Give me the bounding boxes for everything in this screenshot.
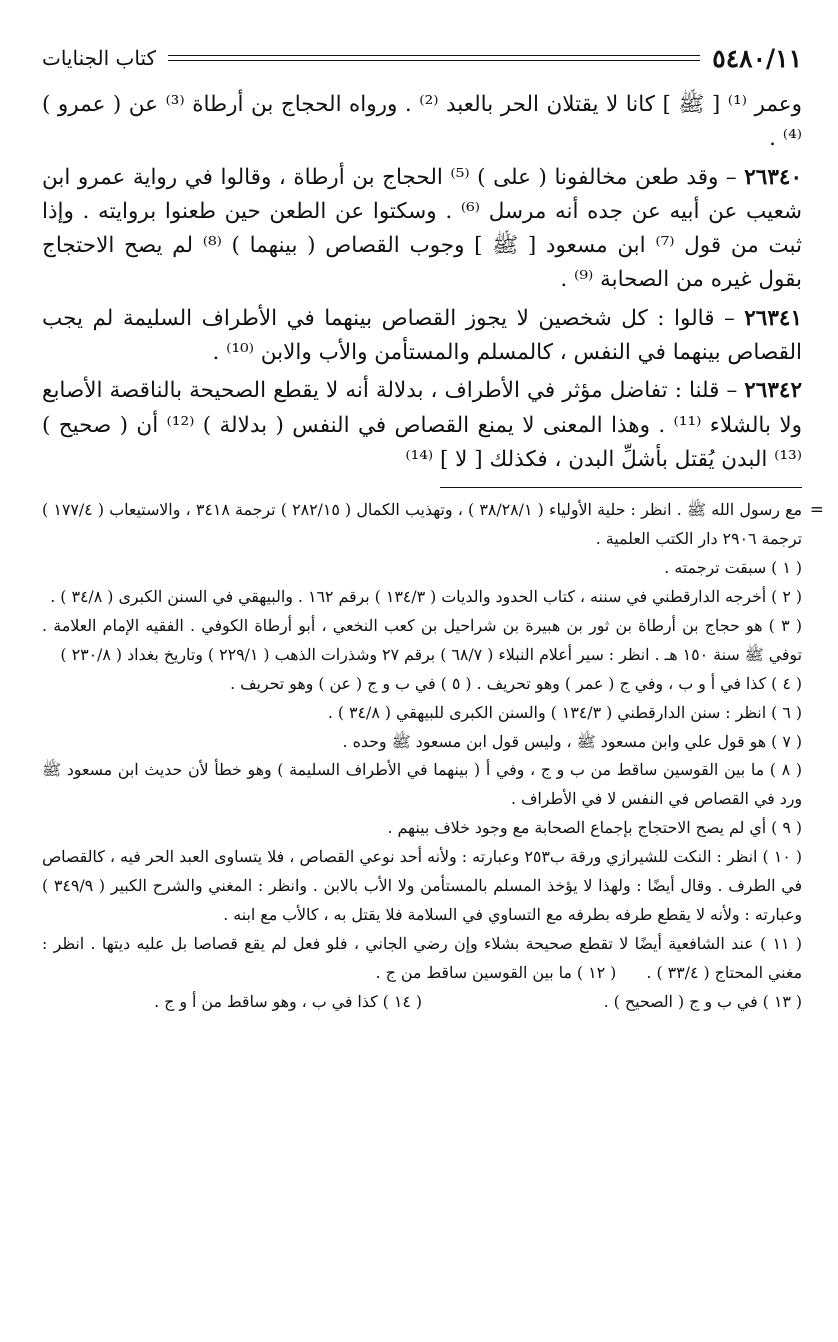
paragraph-text: – قلنا : تفاضل مؤثر في الأطراف ، بدلالة أنه لا يقطع الصحيحة بالناقصة الأصابع ولا بالشلاء ⁽¹¹⁾ . وهذا المعنى لا يمنع القصاص في النفس ( بدلالة ) ⁽¹²⁾ أن ( صحيح ) ⁽¹³⁾ البدن يُقتل بأشلِّ البدن ، فكذلك [ لا ] ⁽¹⁴⁾ bbox=[42, 378, 802, 472]
entry-number: ٢٦٣٤٢ bbox=[744, 378, 802, 404]
entry-number: ٢٦٣٤٠ bbox=[744, 164, 802, 190]
footnote-pair bbox=[42, 988, 802, 1017]
continuation-mark: = bbox=[809, 500, 824, 521]
footnote-8: ( ٨ ) ما بين القوسين ساقط من ب و ج ، وفي أ ( بينهما في الأطراف السليمة ) وهو خطأ لأن حديث ابن مسعود ﷺ ورد في القصاص في النفس لا في الأطراف . bbox=[42, 760, 802, 809]
footnote-3: ( ٣ ) هو حجاج بن أرطاة بن ثور بن هبيرة بن شراحيل بن كعب النخعي ، أبو أرطاة الكوفي . الفقيه الإمام العلامة . توفي ﷺ سنة ١٥٠ هـ . انظر : سير أعلام النبلاء ( ٦٨/٧ ) برقم ٢٧ وشذرات الذهب ( ٢٢٩/١ ) وتاريخ بغداد ( ٢٣٠/٨ ) bbox=[42, 615, 802, 664]
footnote-4-5: ( ٤ ) كذا في أ و ب ، وفي ج ( عمر ) وهو تحريف . ( ٥ ) في ب و ج ( عن ) وهو تحريف . bbox=[230, 673, 802, 693]
footnote-2: ( ٢ ) أخرجه الدارقطني في سننه ، كتاب الحدود والديات ( ١٣٤/٣ ) برقم ١٦٢ . والبيهقي في السنن الكبرى ( ٣٤/٨ ) . bbox=[50, 586, 802, 606]
footnote-separator bbox=[440, 487, 802, 488]
paragraph-text: – وقد طعن مخالفونا ( على ) ⁽⁵⁾ الحجاج بن أرطاة ، وقالوا في رواية عمرو ابن شعيب عن أبيه عن جده أنه مرسل ⁽⁶⁾ . وسكتوا عن الطعن حين طعنوا بروايته . وإذا ثبت من قول ⁽⁷⁾ ابن مسعود [ ﷺ ] وجوب القصاص ( بينهما ) ⁽⁸⁾ لم يصح الاحتجاج بقول غيره من الصحابة ⁽⁹⁾ . bbox=[42, 164, 802, 293]
footnote-text: ( ١١ ) عند الشافعية أيضًا لا تقطع صحيحة بشلاء وإن رضي الجاني ، فلو فعل لم يقع قصاصا بل عليه ديتها . انظر : مغني المحتاج ( ٣٣/٤ ) . bbox=[42, 933, 802, 982]
page-number: ٥٤٨٠/١١ bbox=[712, 43, 802, 73]
footnote-9: ( ٩ ) أي لم يصح الاحتجاج بإجماع الصحابة مع وجود خلاف بينهم . bbox=[387, 818, 802, 838]
footnote-6: ( ٦ ) انظر : سنن الدارقطني ( ١٣٤/٣ ) والسنن الكبرى للبيهقي ( ٣٤/٨ ) . bbox=[327, 702, 802, 722]
paragraph-26340 bbox=[42, 161, 802, 298]
main-text bbox=[42, 88, 802, 477]
paragraph-text: وعمر ⁽¹⁾ [ ﷺ ] كانا لا يقتلان الحر بالعبد ⁽²⁾ . ورواه الحجاج بن أرطاة ⁽³⁾ عن ( عمرو ) ⁽⁴⁾ . bbox=[42, 92, 802, 152]
running-header bbox=[42, 40, 802, 76]
paragraph-26341 bbox=[42, 302, 802, 371]
paragraph-26342 bbox=[42, 374, 802, 477]
entry-number: ٢٦٣٤١ bbox=[744, 305, 802, 331]
footnote-continuation bbox=[42, 496, 824, 554]
footnote-text: مع رسول الله ﷺ . انظر : حلية الأولياء ( ٣٨/٢٨/١ ) ، وتهذيب الكمال ( ٢٨٢/١٥ ) ترجمة ٣٤١٨ ، والاستيعاب ( ١٧٧/٤ ) ترجمة ٢٩٠٦ دار الكتب العلمية . bbox=[42, 500, 802, 549]
book-title: كتاب الجنايات bbox=[42, 46, 157, 70]
footnote-7: ( ٧ ) هو قول علي وابن مسعود ﷺ ، وليس قول ابن مسعود ﷺ وحده . bbox=[342, 731, 802, 751]
footnote-14: ( ١٤ ) كذا في ب ، وهو ساقط من أ و ج . bbox=[154, 991, 422, 1011]
paragraph-continuation bbox=[42, 88, 802, 157]
footnotes bbox=[42, 496, 824, 1016]
footnote-1: ( ١ ) سبقت ترجمته . bbox=[664, 558, 802, 578]
header-rule bbox=[168, 55, 700, 61]
footnote-10: ( ١٠ ) انظر : النكت للشيرازي ورقة ب٢٥٣ وعبارته : ولأنه أحد نوعي القصاص ، فلا يتساوى العبد الحر فيه ، كالقصاص في الطرف . وقال أيضًا : ولهذا لا يؤخذ المسلم بالمستأمن ولا الأب بالابن . وانظر : المغني والشرح الكبير ( ٣٤٩/٩ ) وعبارته : ولأنه لا يقطع طرفه بطرفه مع التساوي في السلامة فلا يقتل به ، كالأب مع ابنه . bbox=[42, 847, 803, 924]
footnote-11 bbox=[42, 930, 802, 988]
footnote-12: ( ١٢ ) ما بين القوسين ساقط من ج . bbox=[375, 962, 617, 982]
paragraph-text: – قالوا : كل شخصين لا يجوز القصاص بينهما في الأطراف السليمة لم يجب القصاص بينهما في النفس ، كالمسلم والمستأمن والأب والابن ⁽¹⁰⁾ . bbox=[42, 305, 802, 366]
footnote-13: ( ١٣ ) في ب و ج ( الصحيح ) . bbox=[603, 991, 802, 1011]
